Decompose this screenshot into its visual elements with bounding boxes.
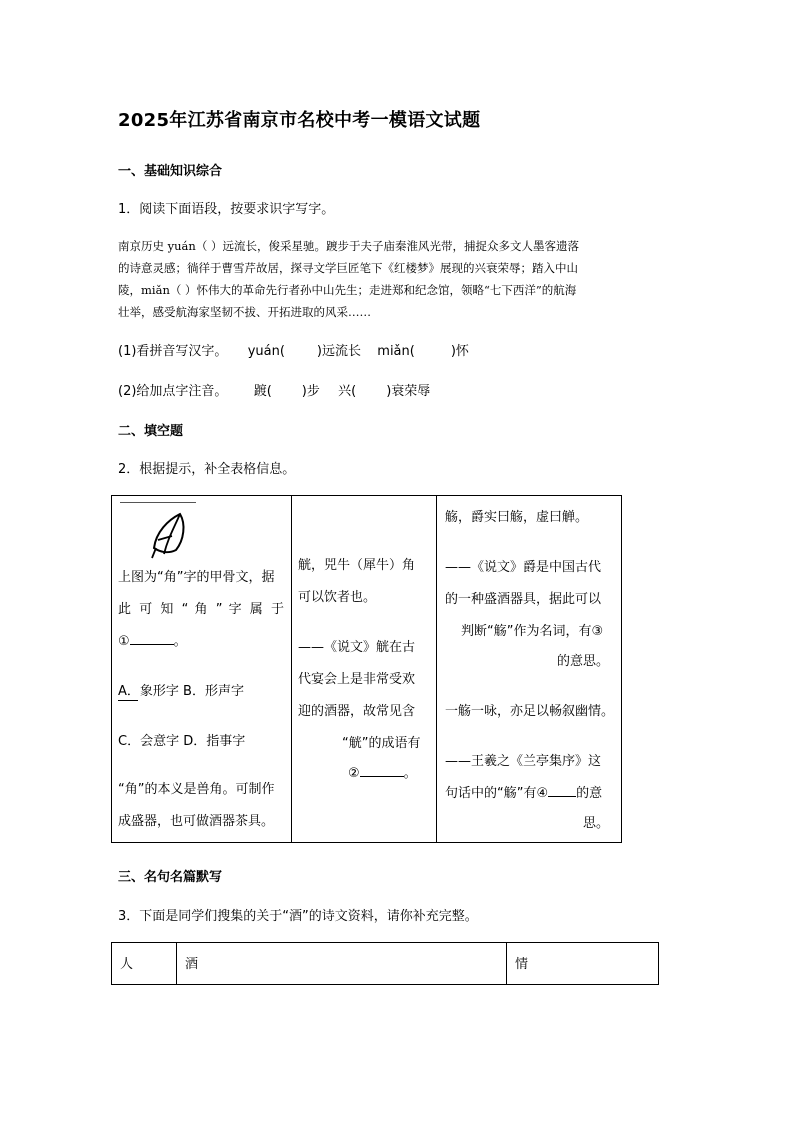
- oracle-bone-jue-icon: [146, 510, 190, 562]
- col1-options-cd: C．会意字 D．指事字: [118, 734, 246, 749]
- pinyin-yuan: yuán(: [247, 344, 285, 359]
- page-title: 2025年江苏省南京市名校中考一模语文试题: [118, 110, 481, 131]
- col3-line: ——《说文》爵是中国古代: [445, 560, 602, 575]
- dotted-char-du-rest: )步: [301, 384, 320, 399]
- passage-line: 壮举，感受航海家坚韧不拔、开拓进取的风采……: [118, 305, 371, 319]
- answer-blank-4[interactable]: [548, 782, 576, 797]
- col3-line: 一觞一咏，亦足以畅叙幽情。: [445, 704, 615, 719]
- passage-line: 南京历史 yuán（ ）远流长，俊采星驰。踱步于夫子庙秦淮风光带，捕捉众多文人墨客遗落: [118, 239, 579, 253]
- col2-line: “觥”的成语有: [342, 736, 421, 751]
- answer-blank-1[interactable]: [130, 630, 174, 645]
- subquestion-2: [118, 380, 430, 399]
- poem-table: [111, 942, 659, 985]
- col1-line: 成盛器，也可做酒器茶具。: [118, 814, 275, 829]
- section-heading-3: 三、名句名篇默写: [118, 870, 223, 885]
- col2-line: 迎的酒器，故常见含: [298, 704, 416, 719]
- col3-line: 判断“觞”作为名词，有③: [461, 624, 604, 639]
- col3-line: 思。: [583, 816, 610, 831]
- col2-blank-line: ② 。: [348, 762, 417, 786]
- col1-line: 此 可 知 “ 角 ” 字 属 于: [118, 602, 284, 617]
- subquestion-1-label: (1)看拼音写汉字。: [118, 344, 228, 359]
- pinyin-mian-rest: )怀: [450, 344, 469, 359]
- pinyin-yuan-rest: )远流长: [316, 344, 361, 359]
- col2-line: 觥，兕牛（犀牛）角: [298, 558, 416, 573]
- answer-blank-2[interactable]: [360, 762, 404, 777]
- col3-line: ——王羲之《兰亭集序》这: [445, 754, 602, 769]
- dotted-char-du: 踱(: [253, 384, 272, 399]
- col3-blank-line: 句话中的“觞”有④ 的意: [445, 782, 602, 806]
- passage-line: 的诗意灵感；徜徉于曹雪芹故居，探寻文学巨匠笔下《红楼梦》展现的兴衰荣辱；踏入中山: [118, 261, 578, 275]
- option-underline: [118, 700, 138, 701]
- info-table: [111, 495, 622, 843]
- col3-line: 的一种盛酒器具，据此可以: [445, 592, 602, 607]
- col2-line: 代宴会上是非常受欢: [298, 672, 416, 687]
- col3-line: 的意思。: [557, 654, 610, 669]
- col1-options-ab: A．象形字 B．形声字: [118, 684, 244, 699]
- subquestion-2-label: (2)给加点字注音。: [118, 384, 228, 399]
- reading-passage: [118, 235, 676, 323]
- table-header-jiu: 酒: [177, 943, 507, 984]
- table-header-ren: 人: [112, 943, 177, 984]
- table-cell-gong: [292, 496, 437, 842]
- question-3: 3．下面是同学们搜集的关于“酒”的诗文资料，请你补充完整。: [118, 909, 478, 924]
- question-1: 1．阅读下面语段，按要求识字写字。: [118, 202, 335, 217]
- subquestion-1: [118, 340, 469, 359]
- section-heading-1: 一、基础知识综合: [118, 164, 223, 179]
- passage-line: 陵，miǎn（ ）怀伟大的革命先行者孙中山先生；走进郑和纪念馆，领略“七下西洋”的航海: [118, 283, 577, 297]
- divider: [120, 502, 196, 503]
- col2-line: ——《说文》觥在古: [298, 640, 416, 655]
- col3-line: 觞，爵实曰觞，虚曰觯。: [445, 510, 589, 525]
- table-cell-jue: [112, 496, 292, 842]
- table-header-qing: 情: [515, 957, 529, 972]
- dotted-char-xing-rest: )衰荣辱: [386, 384, 431, 399]
- pinyin-mian: miǎn(: [377, 344, 415, 359]
- col1-line: 上图为“角”字的甲骨文，据: [118, 570, 275, 585]
- section-heading-2: 二、填空题: [118, 424, 184, 439]
- col2-line: 可以饮者也。: [298, 590, 377, 605]
- table-cell-shang: [437, 496, 623, 842]
- dotted-char-xing: 兴(: [338, 384, 357, 399]
- col1-blank-line: ① 。: [118, 630, 187, 654]
- question-2: 2．根据提示，补全表格信息。: [118, 462, 296, 477]
- col1-line: “角”的本义是兽角。可制作: [118, 782, 275, 797]
